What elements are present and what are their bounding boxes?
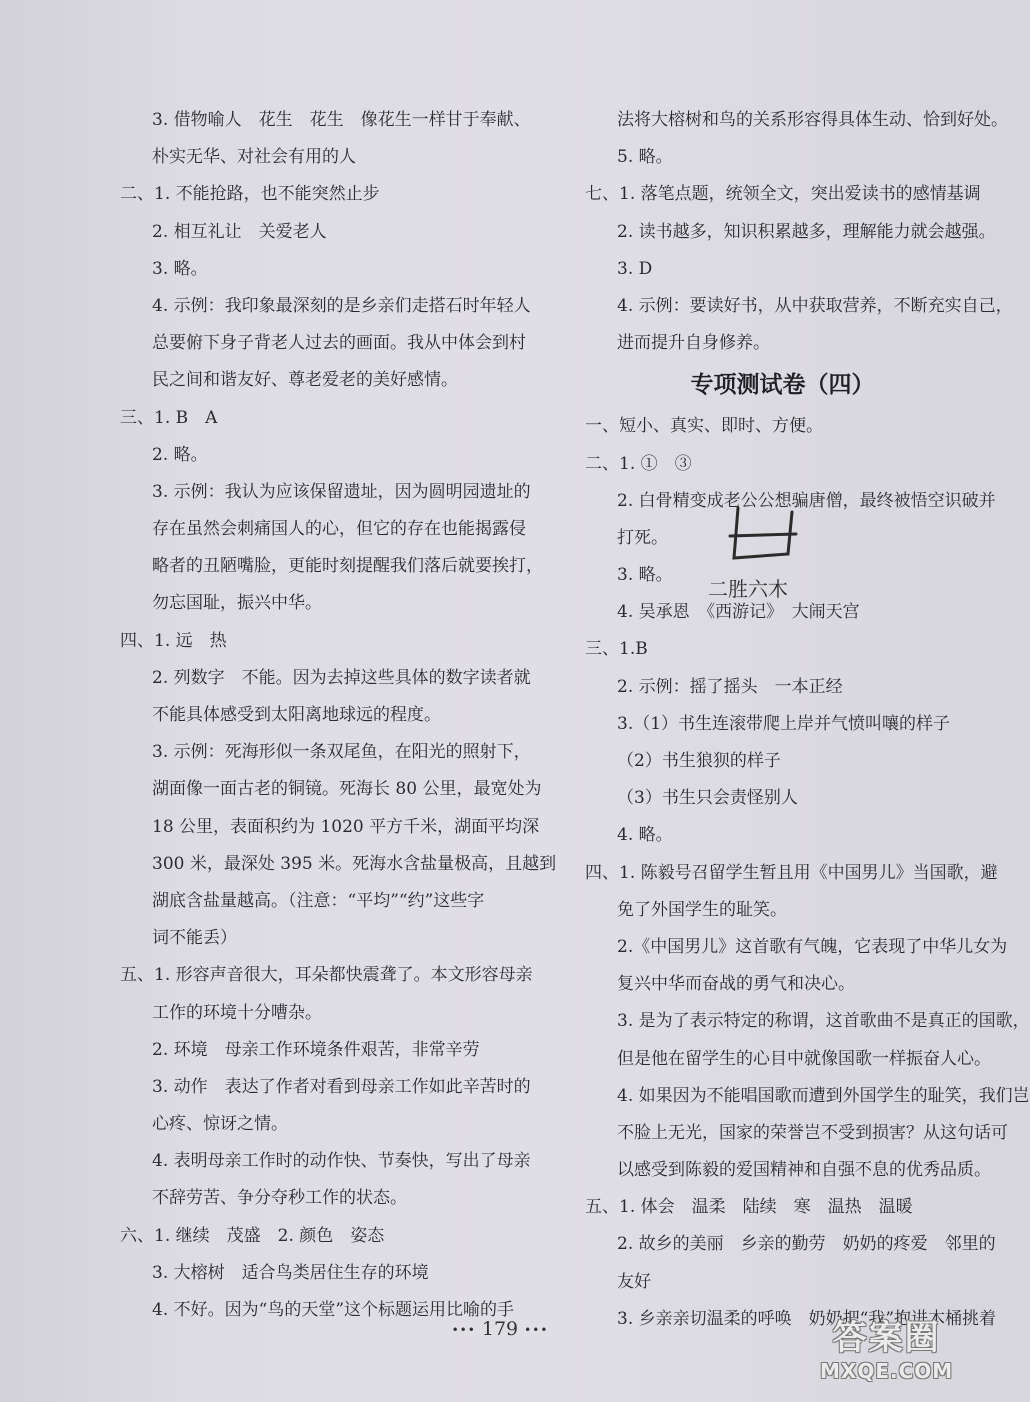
- answer-line: 不辞劳苦、争分夺秒工作的状态。: [152, 1188, 407, 1209]
- answer-line: 存在虽然会刺痛国人的心，但它的存在也能揭露侵: [152, 519, 526, 540]
- answer-line: 2.《中国男儿》这首歌有气魄，它表现了中华儿女为: [617, 936, 1008, 957]
- answer-line: 词不能丢）: [152, 928, 237, 949]
- answer-line: 工作的环境十分嘈杂。: [152, 1002, 322, 1023]
- answer-line: 五、1. 形容声音很大，耳朵都快震聋了。本文形容母亲: [120, 965, 533, 986]
- answer-line: 5. 略。: [617, 147, 673, 168]
- right-column: [585, 102, 1030, 1338]
- answer-line: 3. 乡亲亲切温柔的呼唤 奶奶把“我”抱进木桶挑着: [617, 1308, 997, 1329]
- answer-line: 总要俯下身子背老人过去的画面。我从中体会到村: [152, 333, 526, 354]
- answer-line: 三、1.B: [585, 639, 648, 660]
- answer-line: 2. 略。: [152, 444, 208, 465]
- answer-line: 湖底含盐量越高。（注意：“平均”“约”这些字: [152, 890, 485, 911]
- answer-line: 3.（1）书生连滚带爬上岸并气愤叫嚷的样子: [617, 713, 951, 734]
- answer-line: 一、短小、真实、即时、方便。: [585, 416, 823, 437]
- page-dots-right: •••: [524, 1323, 549, 1337]
- answer-line: 2. 相互礼让 关爱老人: [152, 221, 327, 242]
- answer-line: 2. 读书越多，知识积累越多，理解能力就会越强。: [617, 221, 996, 242]
- page-number-value: 179: [481, 1318, 519, 1340]
- answer-line: 民之间和谐友好、尊老爱老的美好感情。: [152, 370, 458, 391]
- answer-line: 二、1. ① ③: [585, 453, 692, 474]
- answer-line: 免了外国学生的耻笑。: [617, 899, 787, 920]
- answer-line: 3. 动作 表达了作者对看到母亲工作如此辛苦时的: [152, 1076, 531, 1097]
- answer-line: 四、1. 远 热: [120, 630, 227, 651]
- answer-line: 2. 故乡的美丽 乡亲的勤劳 奶奶的疼爱 邻里的: [617, 1234, 996, 1255]
- answer-line: 18 公里，表面积约为 1020 平方千米，湖面平均深: [152, 816, 540, 837]
- answer-line: 以感受到陈毅的爱国精神和自强不息的优秀品质。: [617, 1160, 991, 1181]
- answer-line: 打死。: [617, 527, 668, 548]
- watermark: [820, 1318, 953, 1384]
- page-dots-left: •••: [451, 1323, 476, 1337]
- left-column: [120, 102, 570, 1329]
- handwriting-text: 二胜六木: [708, 577, 788, 601]
- answer-line: 300 米，最深处 395 米。死海水含盐量极高，且越到: [152, 853, 557, 874]
- page-number: [440, 1318, 560, 1340]
- answer-line: 2. 环境 母亲工作环境条件艰苦，非常辛劳: [152, 1039, 480, 1060]
- answer-line: 勿忘国耻，振兴中华。: [152, 593, 322, 614]
- right-column-top: [585, 102, 1013, 362]
- answer-line: 4. 略。: [617, 825, 673, 846]
- answer-line: （2）书生狼狈的样子: [617, 751, 781, 771]
- answer-line: 友好: [617, 1271, 651, 1292]
- answer-line: 3. 略。: [617, 565, 673, 586]
- answer-line: 3. D: [617, 258, 653, 279]
- answer-line: 4. 示例：要读好书，从中获取营养，不断充实自己，: [617, 295, 1013, 316]
- answer-line: 3. 略。: [152, 258, 208, 279]
- answer-line: 不脸上无光，国家的荣誉岂不受到损害？从这句话可: [617, 1122, 1008, 1143]
- answer-line: 五、1. 体会 温柔 陆续 寒 温热 温暖: [585, 1197, 913, 1218]
- answer-line: 3. 借物喻人 花生 花生 像花生一样甘于奉献、: [152, 110, 531, 130]
- watermark-url: MXQE.COM: [820, 1359, 954, 1383]
- handwriting-scribble: [700, 500, 840, 610]
- answer-line: 心疼、惊讶之情。: [152, 1114, 288, 1135]
- answer-line: （3）书生只会责怪别人: [617, 788, 798, 809]
- answer-line: 六、1. 继续 茂盛 2. 颜色 姿态: [120, 1225, 385, 1246]
- answer-line: 4. 示例：我印象最深刻的是乡亲们走搭石时年轻人: [152, 295, 531, 316]
- answer-line: 3. 示例：死海形似一条双尾鱼，在阳光的照射下，: [152, 742, 531, 763]
- answer-line: 略者的丑陋嘴脸，更能时刻提醒我们落后就要挨打，: [152, 556, 543, 577]
- answer-line: 4. 不好。因为“鸟的天堂”这个标题运用比喻的手: [152, 1300, 515, 1320]
- answer-line: 2. 白骨精变成老公公想骗唐僧，最终被悟空识破并: [617, 490, 996, 511]
- answer-line: 3. 大榕树 适合鸟类居住生存的环境: [152, 1262, 429, 1283]
- answer-line: 四、1. 陈毅号召留学生暂且用《中国男儿》当国歌，避: [585, 862, 998, 883]
- watermark-logo: 答案圈: [832, 1318, 941, 1358]
- answer-line: 4. 表明母亲工作时的动作快、节奏快，写出了母亲: [152, 1151, 531, 1172]
- answer-line: 二、1. 不能抢路，也不能突然止步: [120, 184, 380, 205]
- answer-line: 3. 是为了表示特定的称谓，这首歌曲不是真正的国歌，: [617, 1011, 1030, 1032]
- answer-line: 3. 示例：我认为应该保留遗址，因为圆明园遗址的: [152, 481, 531, 502]
- answer-line: 4. 如果因为不能唱国歌而遭到外国学生的耻笑，我们岂: [617, 1085, 1030, 1106]
- answer-line: 但是他在留学生的心目中就像国歌一样振奋人心。: [617, 1048, 991, 1069]
- answer-line: 法将大榕树和鸟的关系形容得具体生动、恰到好处。: [617, 110, 1008, 130]
- answer-line: 七、1. 落笔点题，统领全文，突出爱读书的感情基调: [585, 184, 981, 205]
- answer-line: 进而提升自身修养。: [617, 333, 770, 354]
- answer-line: 湖面像一面古老的铜镜。死海长 80 公里，最宽处为: [152, 779, 542, 800]
- answer-line: 不能具体感受到太阳离地球远的程度。: [152, 705, 441, 725]
- answer-line: 4. 吴承恩 《西游记》 大闹天宫: [617, 602, 860, 623]
- section-title: 专项测试卷（四）: [690, 372, 875, 399]
- answer-line: 复兴中华而奋战的勇气和决心。: [617, 974, 855, 995]
- answer-line: 2. 示例：摇了摇头 一本正经: [617, 676, 843, 697]
- answer-line: 三、1. B A: [120, 407, 218, 428]
- answer-line: 朴实无华、对社会有用的人: [152, 147, 356, 168]
- answer-line: 2. 列数字 不能。因为去掉这些具体的数字读者就: [152, 667, 531, 688]
